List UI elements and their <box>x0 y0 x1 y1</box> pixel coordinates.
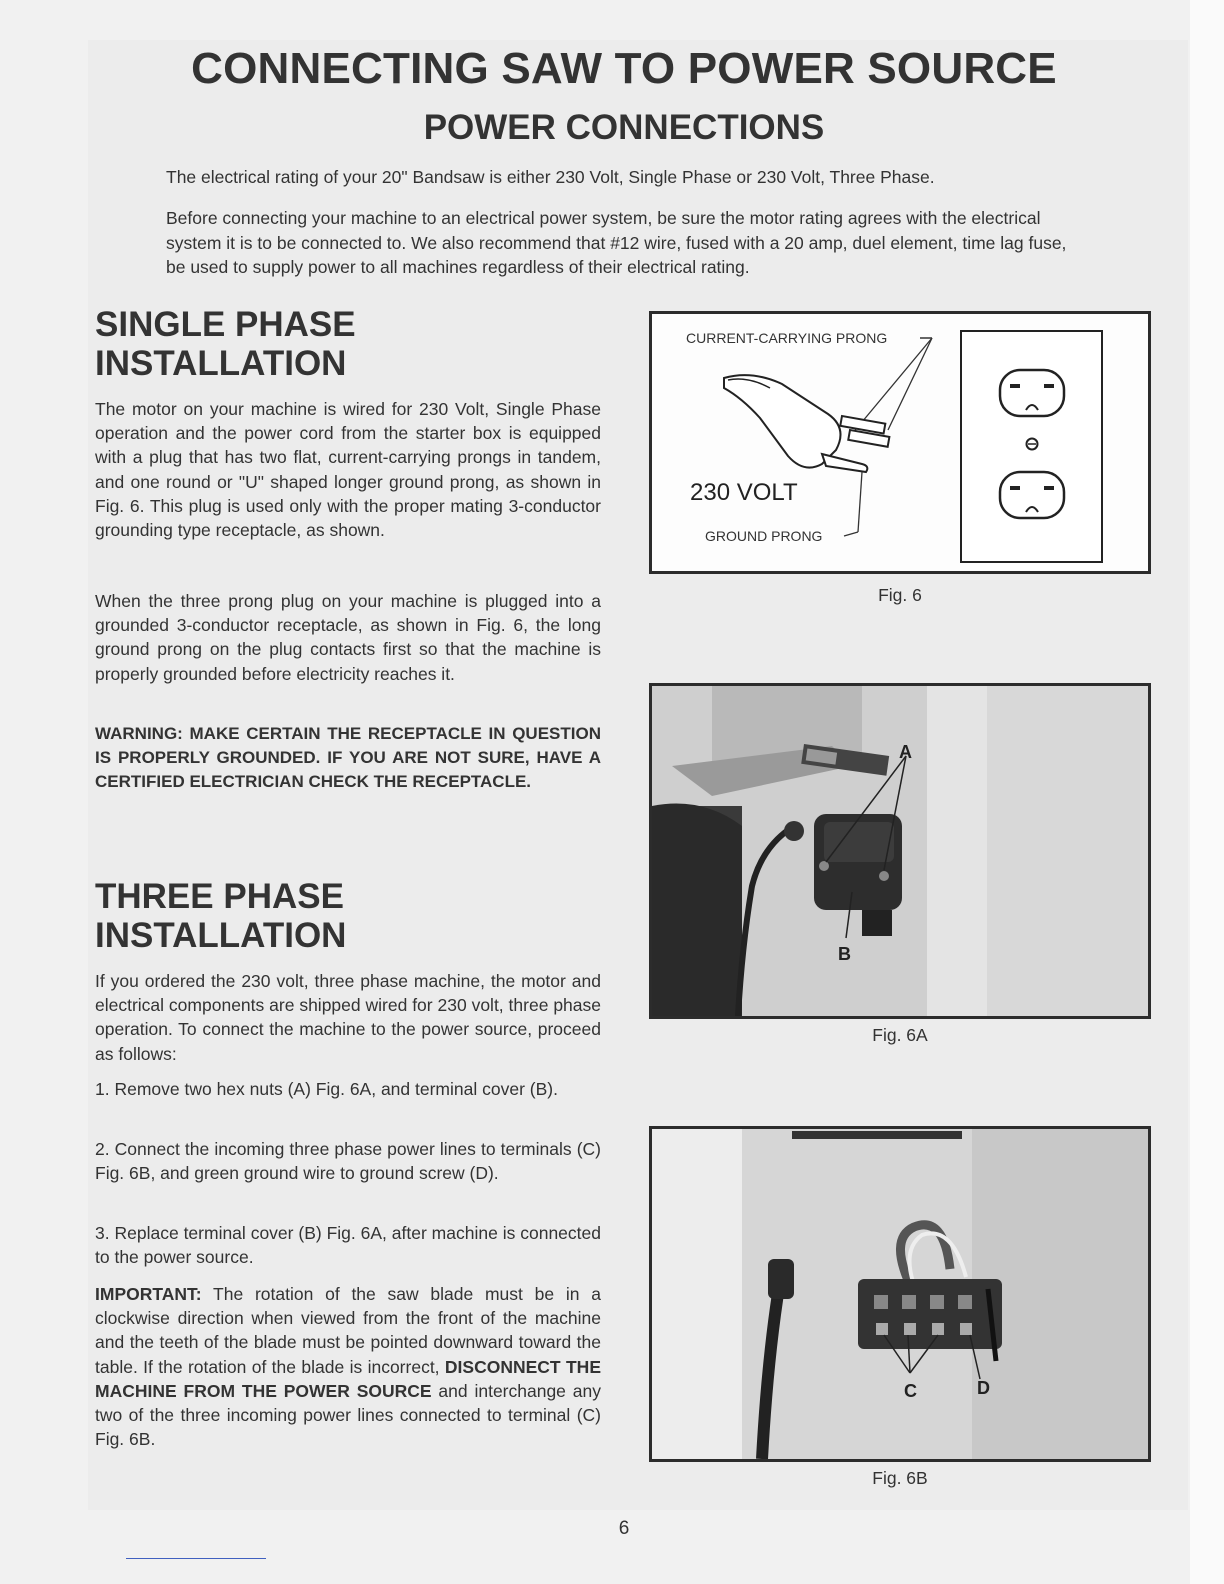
label-d: D <box>977 1378 990 1398</box>
terminal-block-photo <box>652 1129 1148 1459</box>
fig-6b-photo <box>649 1126 1151 1462</box>
single-phase-paragraph-1: The motor on your machine is wired for 230 Volt, Single Phase operation and the power cord from the starter box is equipped with a plug that has two flat, current-carrying prongs in tandem, and one round or "U" shaped longer ground prong, as shown in Fig. 6. This plug is used only with the proper mating 3-conductor grounding type receptacle, as shown. <box>95 399 601 541</box>
fig-6a-caption: Fig. 6A <box>872 1025 928 1045</box>
page-edge <box>1190 0 1224 1584</box>
plug-icon <box>724 375 889 472</box>
plug-receptacle-illustration <box>652 314 1148 571</box>
page-number: 6 <box>618 1518 630 1539</box>
single-phase-heading-line2: INSTALLATION <box>95 344 347 383</box>
label-c: C <box>904 1381 917 1401</box>
important-bold: DISCONNECT THE MACHINE FROM THE POWER SOURCE <box>95 1356 601 1401</box>
important-label: IMPORTANT: <box>95 1284 202 1304</box>
volt-label: 230 VOLT <box>690 479 798 506</box>
intro-paragraph-2: Before connecting your machine to an electrical power system, be sure the motor rating agrees with the electrical system it is to be connected to. We also recommend that #12 wire, fused with a 20 amp, duel element, time lag fuse, be used to supply power to all machines regardless of their electrical rating. <box>166 208 1067 277</box>
warning-text: WARNING: MAKE CERTAIN THE RECEPTACLE IN QUESTION IS PROPERLY GROUNDED. IF YOU ARE NOT SURE, HAVE A CERTIFIED ELECTRICIAN CHECK THE RECEPTACLE. <box>95 724 601 792</box>
label-b: B <box>838 944 851 964</box>
three-phase-heading <box>95 877 346 955</box>
footer-rule <box>126 1558 266 1559</box>
page-title: CONNECTING SAW TO POWER SOURCE <box>191 44 1057 93</box>
step-2: 2. Connect the incoming three phase power lines to terminals (C) Fig. 6B, and green ground wire to ground screw (D). <box>95 1139 601 1184</box>
label-a: A <box>899 742 912 762</box>
important-note <box>95 1282 601 1451</box>
three-phase-heading-line1: THREE PHASE <box>95 877 344 916</box>
current-prong-label: CURRENT-CARRYING PRONG <box>686 330 888 346</box>
terminal-box-photo <box>652 686 1148 1016</box>
ground-prong-label: GROUND PRONG <box>705 528 823 544</box>
important-text-1: The rotation of the saw blade must be in a clockwise direction when viewed from the front of the machine and the teeth of the blade must be pointed downward toward the table. If the rotation of the blade is incorrect, <box>95 1284 601 1377</box>
page-subtitle: POWER CONNECTIONS <box>423 108 825 147</box>
important-text-2: and interchange any two of the three incoming power lines connected to terminal (C) Fig. 6B. <box>95 1380 601 1450</box>
fig-6a-photo <box>649 683 1151 1019</box>
fig-6-diagram <box>649 311 1151 574</box>
step-3: 3. Replace terminal cover (B) Fig. 6A, after machine is connected to the power source. <box>95 1223 601 1268</box>
fig-6b-caption: Fig. 6B <box>872 1468 928 1488</box>
three-phase-paragraph: If you ordered the 230 volt, three phase machine, the motor and electrical components are shipped wired for 230 volt, three phase operation. To connect the machine to the power source, proceed as follows: <box>95 971 601 1064</box>
three-phase-heading-line2: INSTALLATION <box>95 916 347 955</box>
fig-6-caption: Fig. 6 <box>878 585 922 605</box>
single-phase-heading-line1: SINGLE PHASE <box>95 305 356 344</box>
receptacle-icon <box>961 331 1102 562</box>
step-1: 1. Remove two hex nuts (A) Fig. 6A, and terminal cover (B). <box>95 1079 558 1099</box>
single-phase-paragraph-2: When the three prong plug on your machine is plugged into a grounded 3-conductor receptacle, as shown in Fig. 6, the long ground prong on the plug contacts first so that the machine is properly grounded before electricity reaches it. <box>95 591 601 684</box>
intro-paragraph-1: The electrical rating of your 20" Bandsaw is either 230 Volt, Single Phase or 230 Volt, Three Phase. <box>166 167 935 187</box>
single-phase-heading <box>95 305 356 383</box>
